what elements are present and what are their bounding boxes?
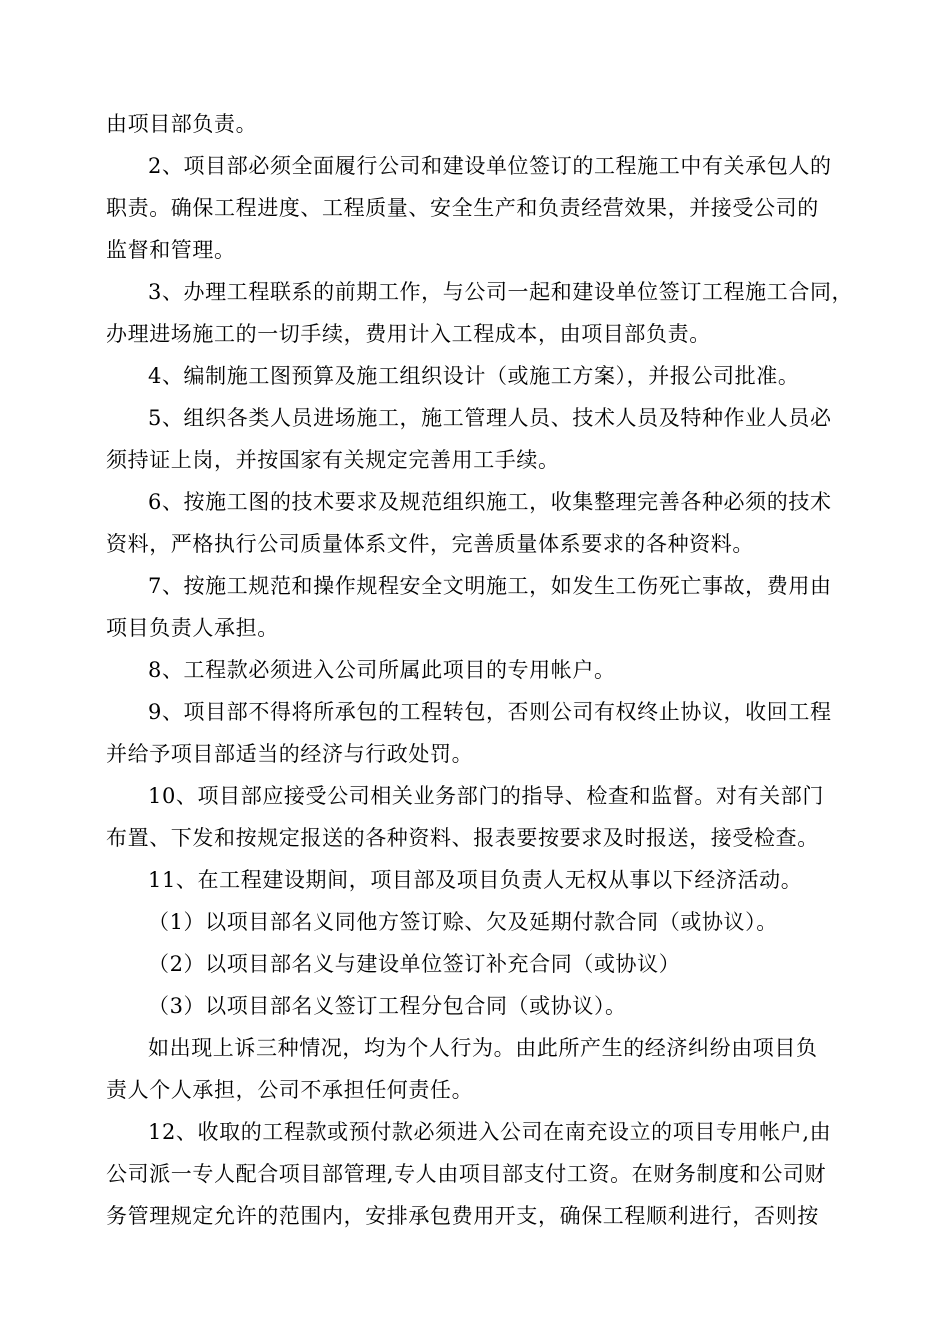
text-line: 资料，严格执行公司质量体系文件，完善质量体系要求的各种资料。 (106, 532, 754, 556)
text-line: 须持证上岗，并按国家有关规定完善用工手续。 (106, 448, 560, 472)
text-line: 由项目部负责。 (106, 112, 258, 136)
text-line: （2）以项目部名义与建设单位签订补充合同（或协议） (148, 952, 681, 976)
text-line: 8、工程款必须进入公司所属此项目的专用帐户。 (148, 658, 616, 682)
text-line: 10、项目部应接受公司相关业务部门的指导、检查和监督。对有关部门 (148, 784, 824, 808)
text-line: 9、项目部不得将所承包的工程转包，否则公司有权终止协议，收回工程 (148, 700, 832, 724)
text-line: （1）以项目部名义同他方签订赊、欠及延期付款合同（或协议）。 (148, 910, 778, 934)
text-line: 如出现上诉三种情况，均为个人行为。由此所产生的经济纠纷由项目负 (148, 1036, 818, 1060)
text-line: 务管理规定允许的范围内，安排承包费用开支，确保工程顺利进行，否则按 (106, 1204, 819, 1228)
text-line: 公司派一专人配合项目部管理,专人由项目部支付工资。在财务制度和公司财 (106, 1162, 827, 1186)
text-line: 5、组织各类人员进场施工，施工管理人员、技术人员及特种作业人员必 (148, 406, 832, 430)
text-line: 12、收取的工程款或预付款必须进入公司在南充设立的项目专用帐户,由 (148, 1120, 832, 1144)
text-line: （3）以项目部名义签订工程分包合同（或协议）。 (148, 994, 627, 1018)
text-line: 责人个人承担，公司不承担任何责任。 (106, 1078, 474, 1102)
text-line: 职责。确保工程进度、工程质量、安全生产和负责经营效果，并接受公司的 (106, 196, 819, 220)
text-line: 6、按施工图的技术要求及规范组织施工，收集整理完善各种必须的技术 (148, 490, 832, 514)
text-line: 7、按施工规范和操作规程安全文明施工，如发生工伤死亡事故，费用由 (148, 574, 832, 598)
text-line: 4、编制施工图预算及施工组织设计（或施工方案），并报公司批准。 (148, 364, 800, 388)
text-line: 3、办理工程联系的前期工作，与公司一起和建设单位签订工程施工合同， (148, 280, 854, 304)
text-line: 项目负责人承担。 (106, 616, 279, 640)
text-line: 布置、下发和按规定报送的各种资料、报表要按要求及时报送，接受检查。 (106, 826, 819, 850)
text-line: 办理进场施工的一切手续，费用计入工程成本，由项目部负责。 (106, 322, 711, 346)
text-line: 11、在工程建设期间，项目部及项目负责人无权从事以下经济活动。 (148, 868, 803, 892)
text-line: 并给予项目部适当的经济与行政处罚。 (106, 742, 474, 766)
text-line: 监督和管理。 (106, 238, 236, 262)
text-line: 2、项目部必须全面履行公司和建设单位签订的工程施工中有关承包人的 (148, 154, 832, 178)
